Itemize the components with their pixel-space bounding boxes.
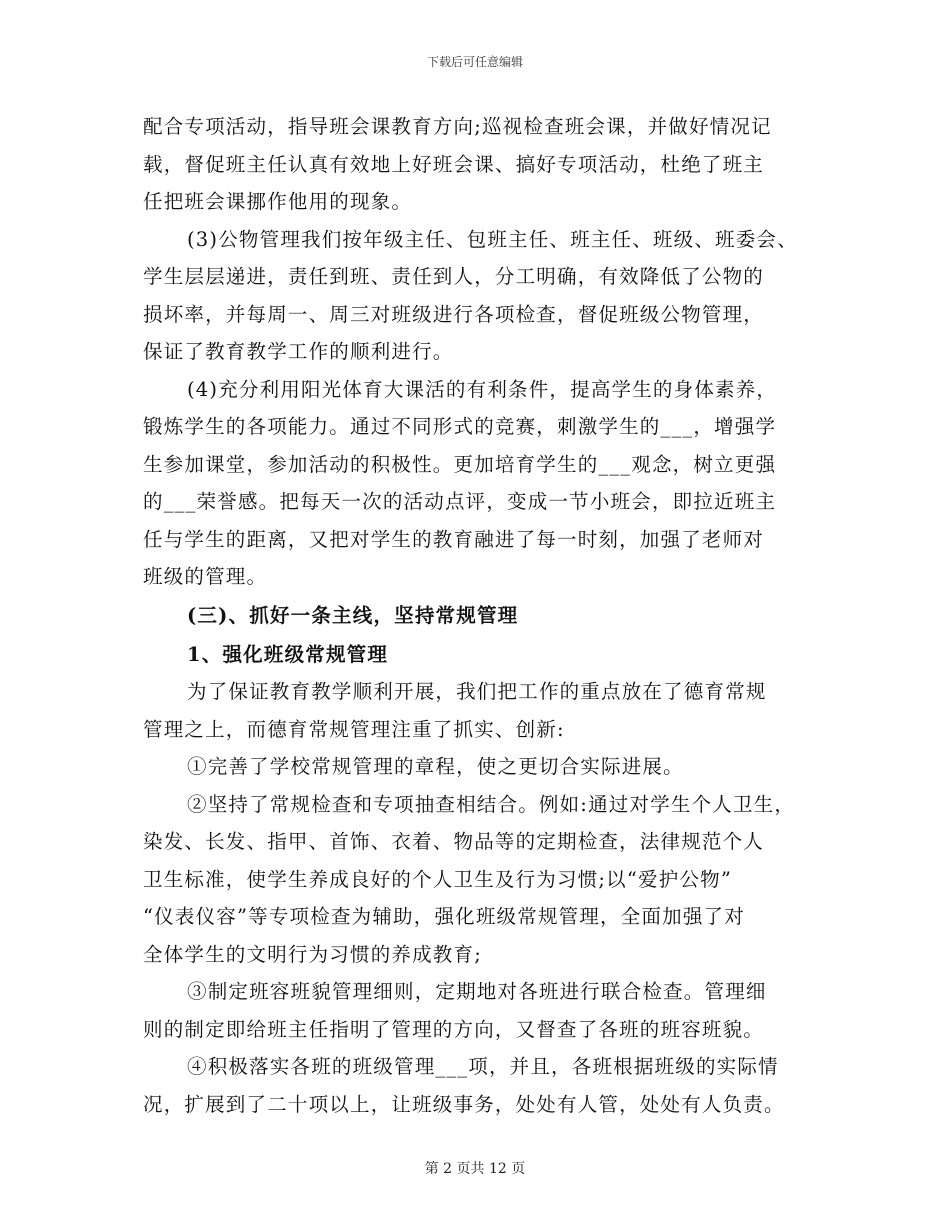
paragraph-line: 学生层层递进，责任到班、责任到人，分工明确，有效降低了公物的: [143, 265, 765, 288]
paragraph-line: 损坏率，并每周一、周三对班级进行各项检查，督促班级公物管理，: [143, 302, 765, 326]
paragraph-line: 则的制定即给班主任指明了管理的方向，又督查了各班的班容班貌。: [143, 1017, 765, 1041]
paragraph-line: (3)公物管理我们按年级主任、包班主任、班主任、班级、班委会、: [187, 227, 798, 251]
paragraph-line: 况，扩展到了二十项以上，让班级事务，处处有人管，处处有人负责。: [143, 1092, 785, 1116]
subsection-heading: 1、强化班级常规管理: [187, 642, 389, 666]
section-heading: (三)、抓好一条主线，坚持常规管理: [187, 603, 519, 627]
paragraph-line: 锻炼学生的各项能力。通过不同形式的竞赛，刺激学生的___，增强学: [143, 415, 777, 438]
list-item: ④积极落实各班的班级管理___项，并且，各班根据班级的实际情: [187, 1055, 779, 1078]
paragraph-line: 任把班会课挪作他用的现象。: [143, 190, 413, 213]
list-item: ①完善了学校常规管理的章程，使之更切合实际进展。: [187, 755, 684, 778]
list-item: ②坚持了常规检查和专项抽查相结合。例如:通过对学生个人卫生，: [187, 792, 796, 816]
paragraph-line: 班级的管理。: [143, 565, 268, 588]
paragraph-line: 为了保证教育教学顺利开展，我们把工作的重点放在了德育常规: [187, 680, 767, 703]
paragraph-line: 任与学生的距离，又把对学生的教育融进了每一时刻，加强了老师对: [143, 527, 765, 551]
paragraph-line: 保证了教育教学工作的顺利进行。: [143, 340, 454, 363]
paragraph-line: “仪表仪容”等专项检查为辅助，强化班级常规管理，全面加强了对: [143, 905, 745, 928]
paragraph-line: 管理之上，而德育常规管理注重了抓实、创新:: [143, 717, 565, 741]
paragraph-line: 的___荣誉感。把每天一次的活动点评，变成一节小班会，即拉近班主: [143, 490, 777, 513]
paragraph-line: 载，督促班主任认真有效地上好班会课、搞好专项活动，杜绝了班主: [143, 152, 765, 176]
paragraph-line: (4)充分利用阳光体育大课活的有利条件，提高学生的身体素养，: [187, 377, 778, 401]
paragraph-line: 卫生标准，使学生养成良好的个人卫生及行为习惯;以“爱护公物”: [143, 867, 733, 891]
page-header: 下载后可任意编辑: [426, 55, 523, 69]
paragraph-line: 生参加课堂，参加活动的积极性。更加培育学生的___观念，树立更强: [143, 452, 777, 476]
paragraph-line: 配合专项活动，指导班会课教育方向;巡视检查班会课，并做好情况记: [143, 115, 772, 138]
list-item: ③制定班容班貌管理细则，定期地对各班进行联合检查。管理细: [187, 980, 767, 1003]
paragraph-line: 染发、长发、指甲、首饰、衣着、物品等的定期检查，法律规范个人: [143, 830, 765, 853]
document-body: [143, 108, 833, 1123]
paragraph-line: 全体学生的文明行为习惯的养成教育;: [143, 942, 482, 966]
page-footer: 第 2 页共 12 页: [424, 1161, 526, 1177]
